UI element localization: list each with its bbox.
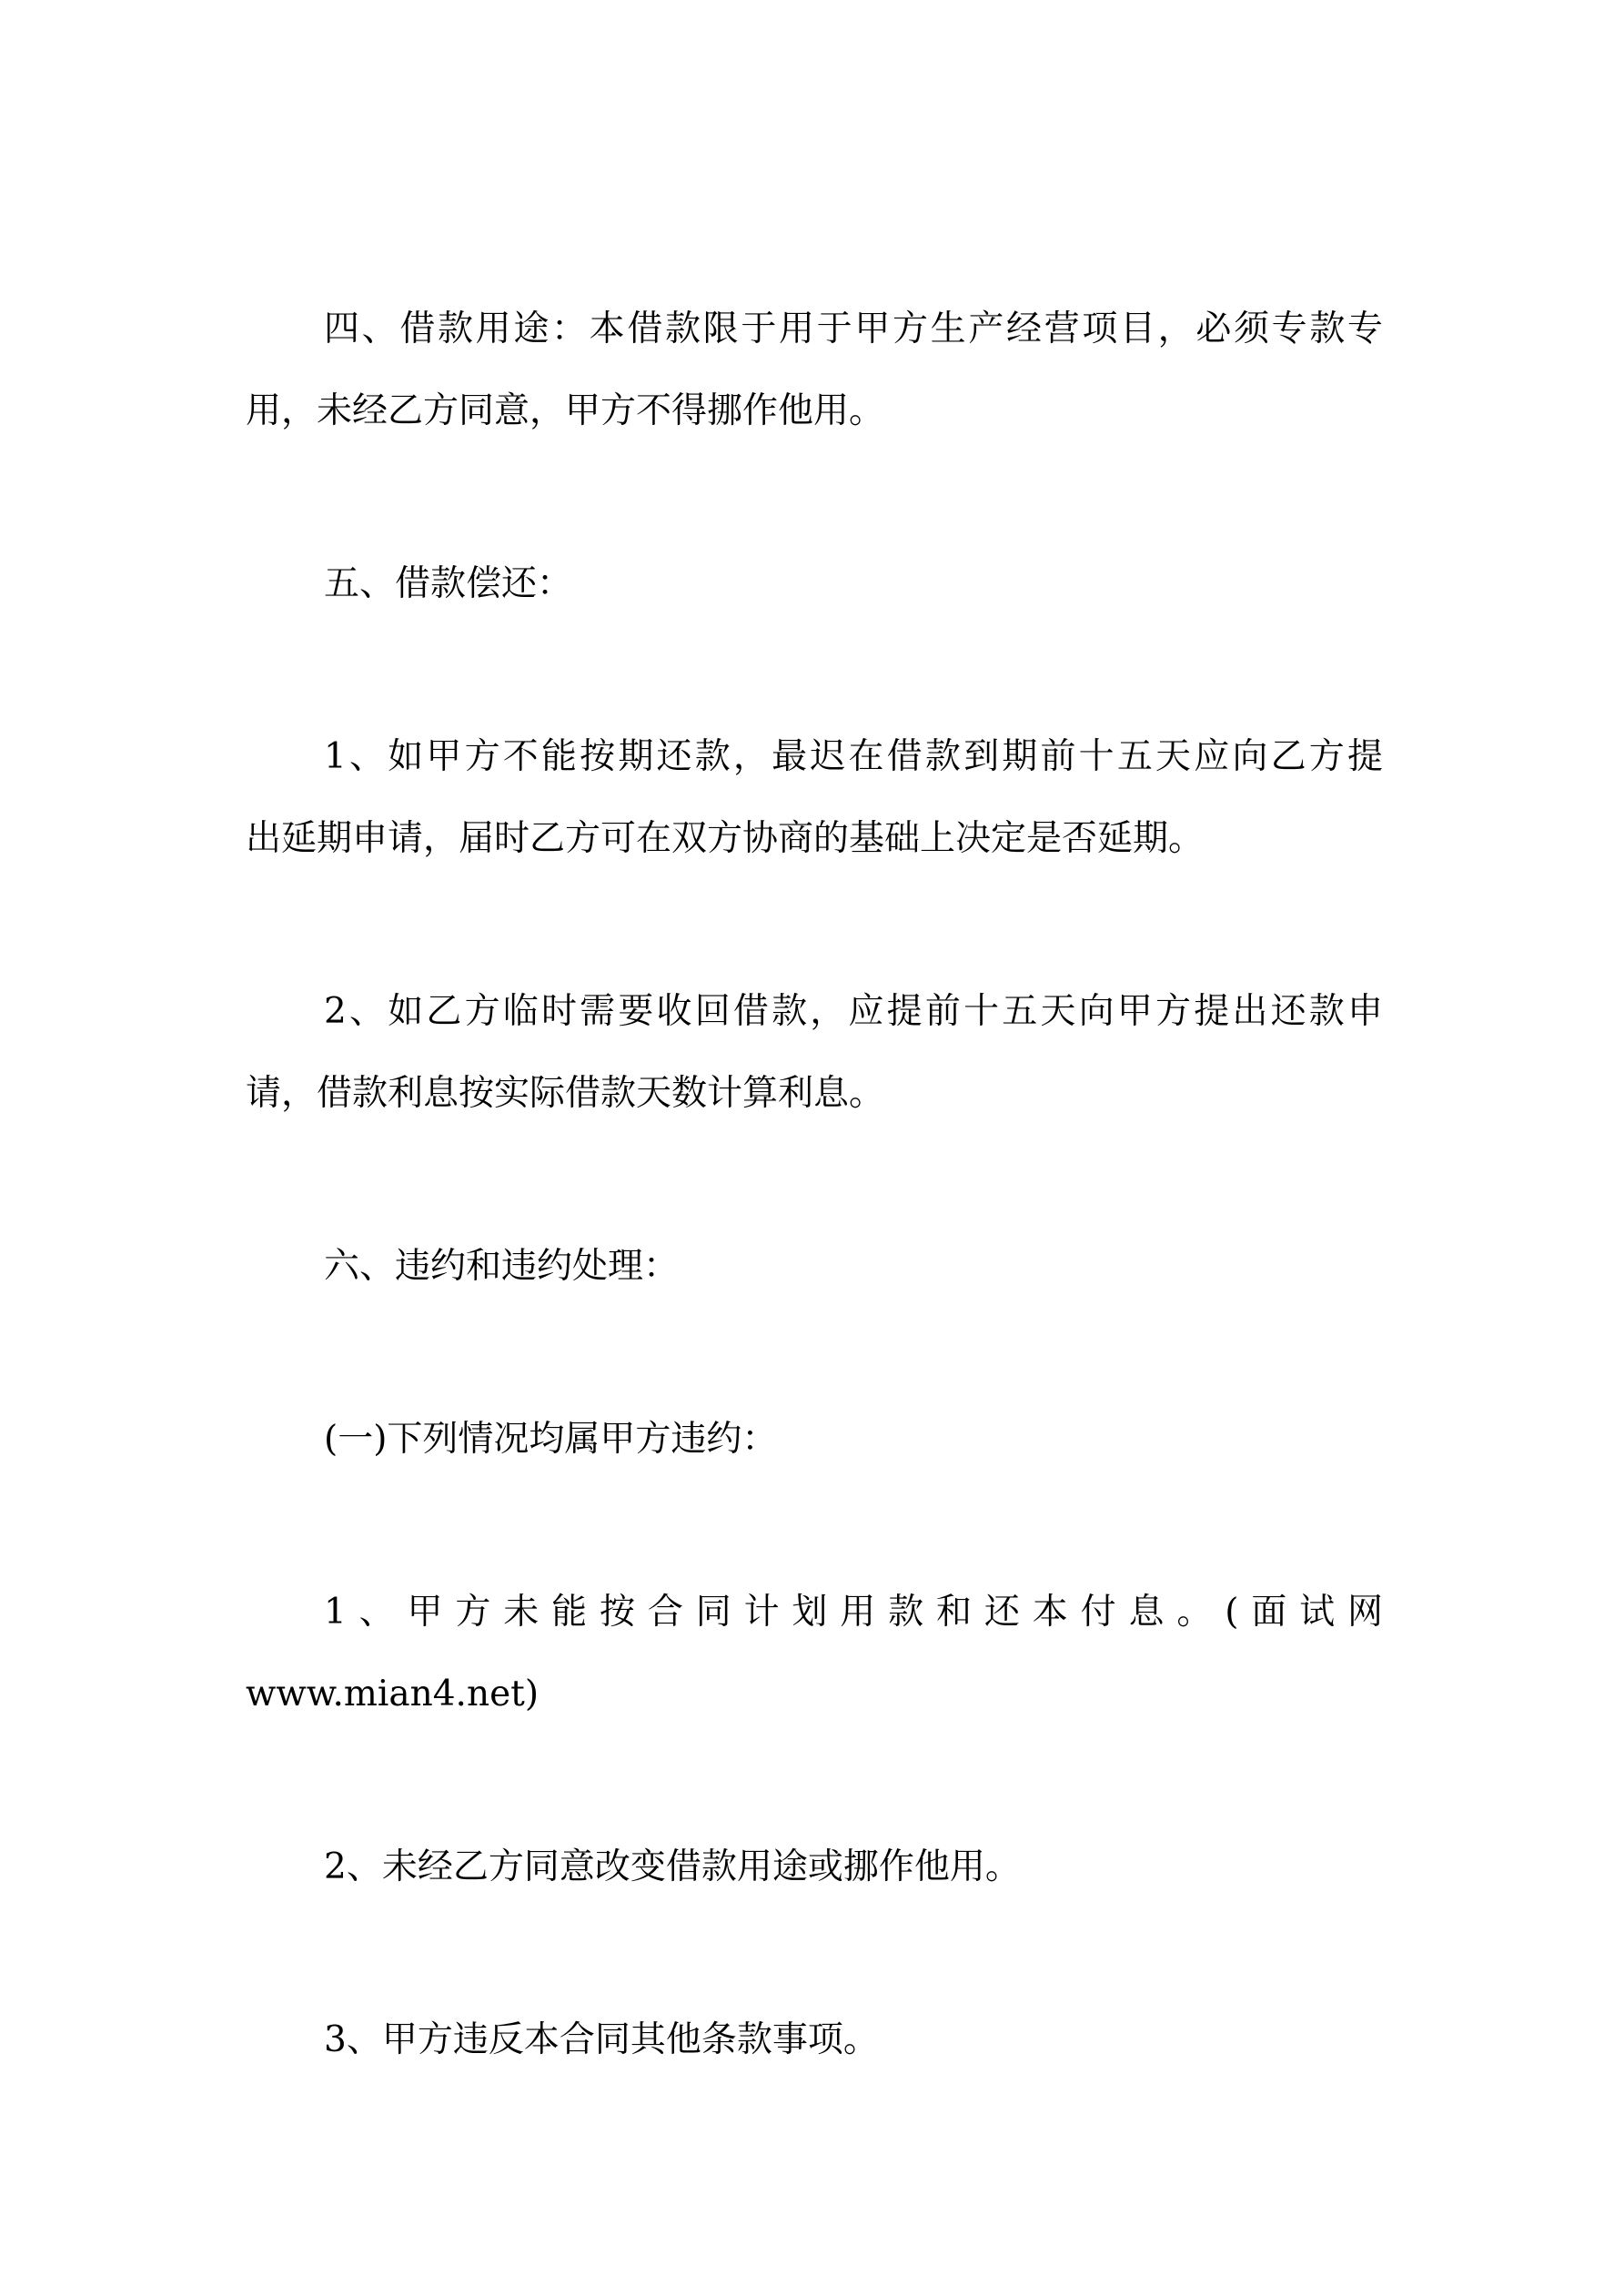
section-6-sub-1-item-1-line-2: www.mian4.net)	[246, 1674, 540, 1714]
section-5-item-2-line-2: 请，借款利息按实际借款天数计算利息。	[246, 1073, 885, 1114]
section-5-item-1-line-2: 出延期申请，届时乙方可在双方协商的基础上决定是否延期。	[246, 818, 1205, 859]
section-5-item-1-line-1: 1、如甲方不能按期还款，最迟在借款到期前十五天应向乙方提	[324, 736, 1383, 777]
section-6-sub-1-item-2: 2、未经乙方同意改变借款用途或挪作他用。	[324, 1846, 1021, 1887]
section-4-loan-purpose-line-2: 用，未经乙方同意，甲方不得挪作他用。	[246, 390, 885, 431]
section-6-heading: 六、违约和违约处理：	[324, 1246, 680, 1287]
section-6-sub-1-item-3: 3、甲方违反本合同其他条款事项。	[324, 2019, 879, 2060]
section-6-sub-1-heading: (一)下列情况均属甲方违约：	[324, 1419, 778, 1460]
section-5-item-2-line-1: 2、如乙方临时需要收回借款，应提前十五天向甲方提出还款申	[324, 991, 1383, 1032]
section-4-loan-purpose-line-1: 四、借款用途：本借款限于用于甲方生产经营项目，必须专款专	[324, 308, 1383, 349]
section-5-heading: 五、借款偿还：	[324, 563, 573, 604]
section-6-sub-1-item-1-line-1: 1、甲方未能按合同计划用款和还本付息。(面试网	[324, 1592, 1383, 1633]
